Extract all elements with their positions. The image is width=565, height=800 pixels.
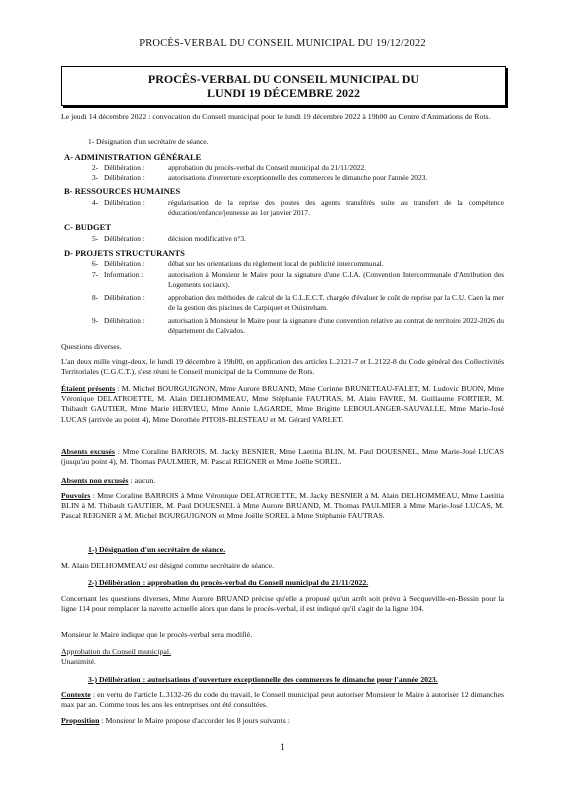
section-heading-b: B- RESSOURCES HUMAINES [64,186,181,196]
pouvoirs-text: : Mme Coraline BARROIS à Mme Véronique DELATROETTE, M. Jacky BESNIER à M. Alain DELHOMMEAU, Mme Laetitia BLIN à M. Thibault GAUTIER, M. Paul DOUESNEL à Mme Aurore BRUAND, M. Thomas PAULMIER à Mme Marie-José LUCAS, M. Pascal REIGNER à M. Michel BOURGUIGNON et Mme Joëlle SOREL à Mme Stéphanie FAUTRAS. [61,491,504,521]
section-heading-a: A- ADMINISTRATION GÉNÉRALE [64,152,202,162]
pouvoirs-label: Pouvoirs [61,491,91,500]
pouvoirs-paragraph [61,491,504,522]
agenda-num: 7- [92,270,99,279]
title-box [61,66,506,106]
presents-label: Étaient présents [61,384,116,393]
page-number: 1 [280,743,285,753]
excuses-label: Absents excusés [61,447,115,456]
opening-paragraph: L'an deux mille vingt-deux, le lundi 19 décembre à 19h00, en application des articles L.2121-7 et L.2122-8 du Code général des Collectivités Territoriales (C.G.C.T.), s'est réuni le Conseil municipal de la Commune de Rots. [61,357,504,377]
agenda-text: régularisation de la reprise des postes des agents transférés suite au transfert de la compétence éducation/enfance/jeunesse au 1er janvier 2017. [168,198,504,217]
title-line-1: PROCÈS-VERBAL DU CONSEIL MUNICIPAL DU [147,72,420,86]
proposition-text: : Monsieur le Maire propose d'accorder les 8 jours suivants : [99,716,290,725]
point-2-paragraph-2: Monsieur le Maire indique que le procès-verbal sera modifié. [61,630,253,639]
contexte-label: Contexte [61,690,91,699]
point-1-heading: 1-) Désignation d'un secrétaire de séance. [88,545,226,554]
section-heading-d: D- PROJETS STRUCTURANTS [64,248,185,258]
non-excuses-paragraph [61,476,504,486]
running-header: PROCÈS-VERBAL DU CONSEIL MUNICIPAL DU 19/12/2022 [139,38,426,49]
point-2-approval-result: Unanimité. [61,657,96,666]
agenda-text: décision modificative n°3. [168,234,246,243]
agenda-text: autorisation à Monsieur le Maire pour la signature d'une convention relative au contrat de territoire 2022-2026 du département du Calvados. [168,316,504,335]
agenda-label: Délibération : [104,163,145,172]
non-excuses-label: Absents non excusés [61,476,129,485]
agenda-text: autorisation à Monsieur le Maire pour la signature d'une C.I.A. (Convention Intercommunale d'Attribution des Logements sociaux). [168,270,504,289]
agenda-text: autorisations d'ouverture exceptionnelle des commerces le dimanche pour l'année 2023. [168,173,428,182]
agenda-label: Délibération : [104,198,145,207]
agenda-text: débat sur les orientations du règlement local de publicité intercommunal. [168,259,384,268]
agenda-num: 6- [92,259,99,268]
agenda-label: Information : [104,270,144,279]
title-line-2: LUNDI 19 DÉCEMBRE 2022 [206,86,360,100]
contexte-text: : en vertu de l'article L.3132-26 du code du travail, le Conseil municipal peut autoriser Monsieur le Maire à autoriser 12 dimanches max par an. Comme tous les ans les entreprises ont été consultées. [61,690,504,710]
presents-paragraph [61,384,504,425]
agenda-text: approbation des méthodes de calcul de la C.L.E.C.T. chargée d'évaluer le coût de reprise par la C.U. Caen la mer de la gestion des piscines de Carpiquet et Ouistreham. [168,293,504,312]
agenda-num: 9- [92,316,99,325]
agenda-num: 8- [92,293,99,302]
point-3-contexte [61,690,504,710]
agenda-item-1: 1- Désignation d'un secrétaire de séance. [88,137,209,146]
point-3-heading: 3-) Délibération : autorisations d'ouverture exceptionnelle des commerces le dimanche pour l'année 2023. [88,675,438,684]
agenda-label: Délibération : [104,293,145,302]
point-2-heading: 2-) Délibération : approbation du procès-verbal du Conseil municipal du 21/11/2022. [88,578,369,587]
proposition-label: Proposition [61,716,100,725]
agenda-text: approbation du procès-verbal du Conseil municipal du 21/11/2022. [168,163,367,172]
agenda-label: Délibération : [104,173,145,182]
agenda-num: 5- [92,234,99,243]
excuses-paragraph [61,447,504,467]
point-2-paragraph-1: Concernant les questions diverses, Mme Aurore BRUAND précise qu'elle a proposé qu'un arrêt soit prévu à Secqueville-en-Bessin pour la ligne 114 pour remplacer la navette actuelle alors que dans le procès-verbal, il est indiqué qu'il s'agit de la ligne 104. [61,594,504,614]
agenda-num: 2- [92,163,99,172]
agenda-label: Délibération : [104,316,145,325]
point-3-proposition [61,716,504,726]
agenda-label: Délibération : [104,259,145,268]
questions-diverses: Questions diverses. [61,342,122,351]
agenda-num: 3- [92,173,99,182]
non-excuses-text: : aucun. [128,476,156,485]
intro-paragraph: Le jeudi 14 décembre 2022 : convocation du Conseil municipal pour le lundi 19 décembre 2022 à 19h00 au Centre d'Animations de Rots. [61,112,491,121]
excuses-text: : Mme Coraline BARROIS, M. Jacky BESNIER, Mme Laetitia BLIN, M. Paul DOUESNEL, Mme Marie-José LUCAS (jusqu'au point 4), M. Thomas PAULMIER, M. Pascal REIGNER et Mme Joëlle SOREL. [61,447,504,467]
point-2-approval-label: Approbation du Conseil municipal. [61,647,172,656]
section-heading-c: C- BUDGET [64,222,111,232]
agenda-num: 4- [92,198,99,207]
agenda-label: Délibération : [104,234,145,243]
presents-text: : M. Michel BOURGUIGNON, Mme Aurore BRUAND, Mme Corinne BRUNETEAU-FALET, M. Ludovic BUON, Mme Véronique DELATROETTE, M. Alain DELHOMMEAU, Mme Stéphanie FAUTRAS, M. Alain FAVRE, M. Guillaume FORTIER, M. Thibault GAUTIER, Mme Marie HERVIEU, Mme Annie LAGARDE, Mme Brigitte LEBOULANGER-SAUVALLE, Mme Marie-José LUCAS (arrivée au point 4), Mme Dorothée PITOIS-BLESTEAU et M. Gérard VARLET. [61,384,504,424]
point-1-text: M. Alain DELHOMMEAU est désigné comme secrétaire de séance. [61,561,275,570]
